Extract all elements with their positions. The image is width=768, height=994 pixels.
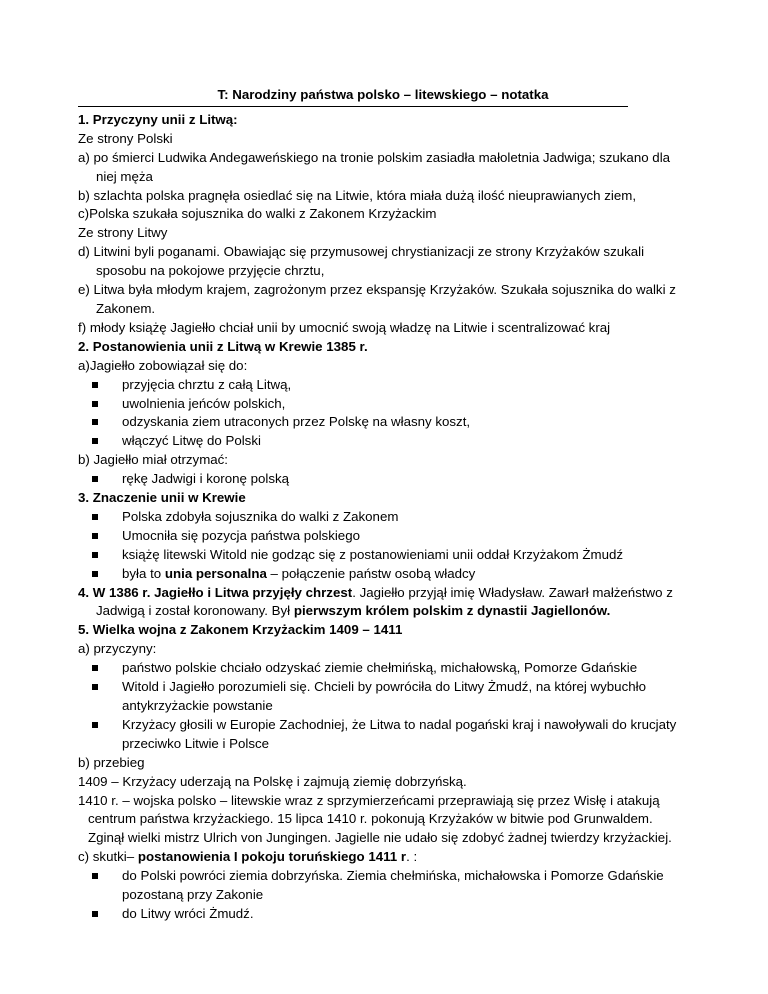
bullet-icon <box>92 665 98 671</box>
section-4-heading: 4. W 1386 r. Jagiełło i Litwa przyjęły chrzest <box>78 584 353 600</box>
list-item: Umocniła się pozycja państwa polskiego <box>78 527 688 546</box>
section-1-point-e: e) Litwa była młodym krajem, zagrożonym przez ekspansję Krzyżaków. Szukała sojusznika do walki z Zakonem. <box>78 282 676 316</box>
section-5-point-c: c) skutki– postanowienia I pokoju toruńskiego 1411 r. : <box>78 849 418 865</box>
section-2-point-b: b) Jagiełło miał otrzymać: <box>78 452 229 468</box>
bullet-icon <box>92 571 98 577</box>
list-item: książę litewski Witold nie godząc się z postanowieniami unii oddał Krzyżakom Żmudź <box>78 546 688 565</box>
bullet-icon <box>92 401 98 407</box>
list-item: odzyskania ziem utraconych przez Polskę na własny koszt, <box>78 413 688 432</box>
bullet-icon <box>92 438 98 444</box>
title-divider <box>78 106 628 107</box>
bullet-icon <box>92 476 98 482</box>
bullet-icon <box>92 873 98 879</box>
section-5-point-b: b) przebieg <box>78 754 145 770</box>
bullet-icon <box>92 722 98 728</box>
document-title: T: Narodziny państwa polsko – litewskiego – notatka <box>217 87 549 102</box>
section-2-point-a: a)Jagiełło zobowiązał się do: <box>78 357 248 373</box>
bullet-icon <box>92 514 98 520</box>
section-1-subheading-lithuania: Ze strony Litwy <box>78 225 168 241</box>
bullet-icon <box>92 911 98 917</box>
section-4-paragraph: 4. W 1386 r. Jagiełło i Litwa przyjęły chrzest. Jagiełło przyjął imię Władysław. Zawarł małżeństwo z Jadwigą i został koronowany. Był pierwszym królem polskim z dynastii Jagiellonów. <box>78 584 673 619</box>
list-item: Polska zdobyła sojusznika do walki z Zakonem <box>78 508 688 527</box>
list-item: włączyć Litwę do Polski <box>78 432 688 451</box>
bullet-icon <box>92 552 98 558</box>
document-page <box>78 86 688 924</box>
list-item: rękę Jadwigi i koronę polską <box>78 470 688 489</box>
list-item: była to unia personalna – połączenie państw osobą władcy <box>78 565 688 584</box>
list-item: przyjęcia chrztu z całą Litwą, <box>78 376 688 395</box>
bullet-icon <box>92 382 98 388</box>
bullet-icon <box>92 533 98 539</box>
section-1-point-c: c)Polska szukała sojusznika do walki z Zakonem Krzyżackim <box>78 206 437 222</box>
bullet-icon <box>92 419 98 425</box>
list-item: do Litwy wróci Żmudź. <box>78 905 688 924</box>
list-item: do Polski powróci ziemia dobrzyńska. Ziemia chełmińska, michałowska i Pomorze Gdańskie pozostaną przy Zakonie <box>78 867 688 905</box>
section-5-point-a: a) przyczyny: <box>78 641 157 657</box>
section-1-heading: 1. Przyczyny unii z Litwą: <box>78 111 238 127</box>
list-item: uwolnienia jeńców polskich, <box>78 395 688 414</box>
list-item: Krzyżacy głosili w Europie Zachodniej, że Litwa to nadal pogański kraj i nawoływali do krucjaty przeciwko Litwie i Polsce <box>78 716 688 754</box>
list-item: państwo polskie chciało odzyskać ziemie chełmińską, michałowską, Pomorze Gdańskie <box>78 659 688 678</box>
section-1-point-d: d) Litwini byli poganami. Obawiając się przymusowej chrystianizacji ze strony Krzyżaków szukali sposobu na pokojowe przyjęcie chrztu, <box>78 244 645 279</box>
list-item: Witold i Jagiełło porozumieli się. Chcieli by powróciła do Litwy Żmudź, na której wybuchło antykrzyżackie powstanie <box>78 678 688 716</box>
section-5-heading: 5. Wielka wojna z Zakonem Krzyżackim 1409 – 1411 <box>78 622 403 638</box>
bullet-icon <box>92 684 98 690</box>
section-1-subheading-poland: Ze strony Polski <box>78 130 173 146</box>
section-1-point-b: b) szlachta polska pragnęła osiedlać się na Litwie, która miała dużą ilość nieuprawianych ziem, <box>78 187 637 203</box>
section-3-heading: 3. Znaczenie unii w Krewie <box>78 490 246 506</box>
section-1-point-f: f) młody książę Jagiełło chciał unii by umocnić swoją władzę na Litwie i scentralizować kraj <box>78 319 611 335</box>
section-5-event-1410: 1410 r. – wojska polsko – litewskie wraz z sprzymierzeńcami przeprawiają się przez Wisłę i atakują centrum państwa krzyżackiego. 15 lipca 1410 r. pokonują Krzyżaków w bitwie pod Grunwaldem. Zginął wielki mistrz Ulrich von Jungingen. Jagielle nie udało się zdobyć żadnej twierdzy krzyżackiej. <box>78 792 672 846</box>
section-5-event-1409: 1409 – Krzyżacy uderzają na Polskę i zajmują ziemię dobrzyńską. <box>78 773 467 789</box>
section-1-point-a: a) po śmierci Ludwika Andegaweńskiego na tronie polskim zasiadła małoletnia Jadwiga; szukano dla niej męża <box>78 149 671 184</box>
section-2-heading: 2. Postanowienia unii z Litwą w Krewie 1385 r. <box>78 338 368 354</box>
